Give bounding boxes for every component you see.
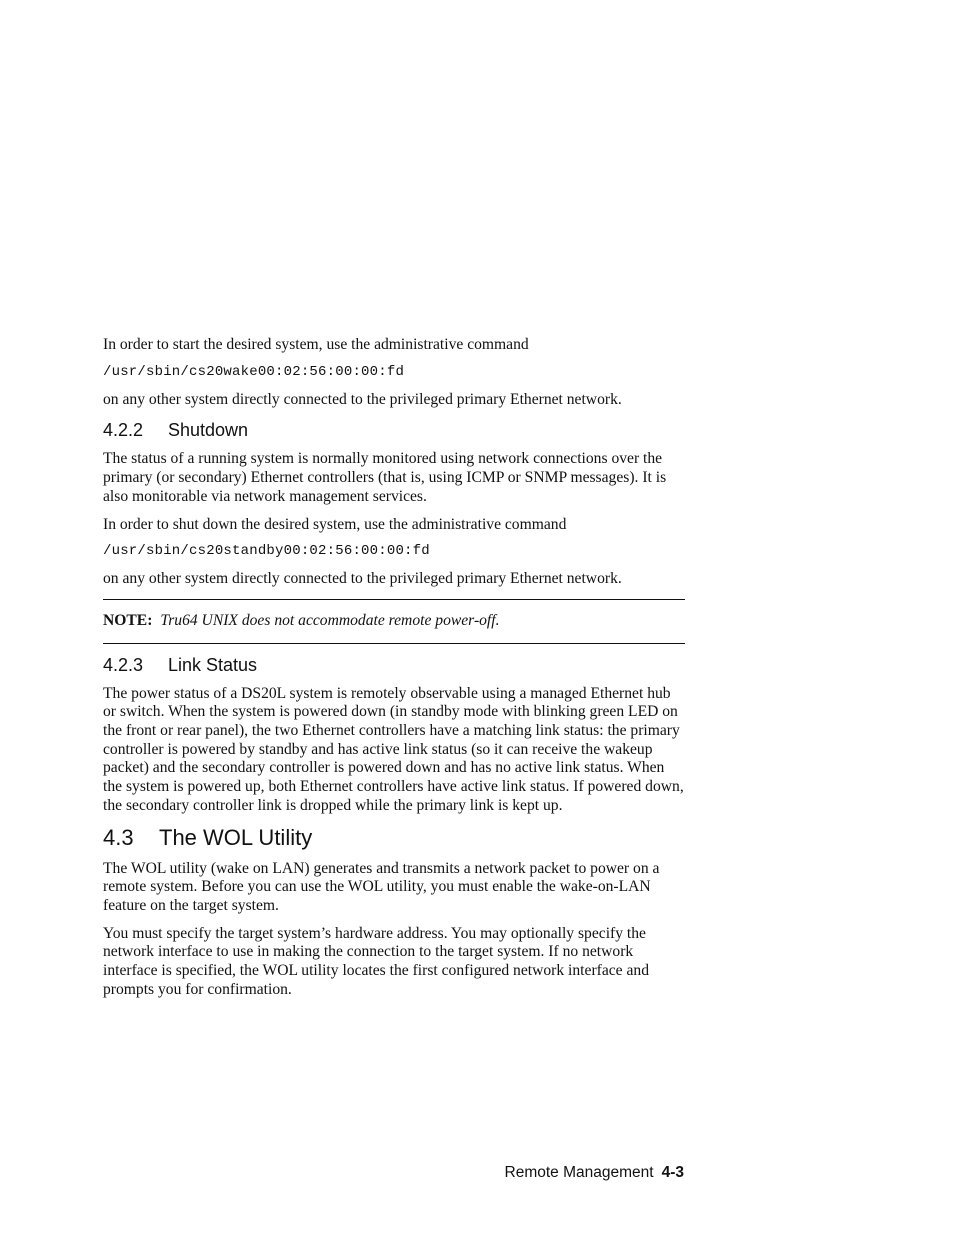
note (103, 612, 685, 631)
note-top-rule (103, 599, 685, 600)
start-command: /usr/sbin/cs20wake00:02:56:00:00:fd (103, 363, 405, 380)
link-status-paragraph: The power status of a DS20L system is remotely observable using a managed Ethernet hub or switch. When the system is powered down (in standby mode with blinking green LED on the front or rear panel), the two Ethernet controllers have a matching link status: the primary controller is powered by standby and has active link status (so it can receive the wakeup packet) and the secondary controller is powered down and has no active link status. When the system is powered up, both Ethernet controllers have active link status. If powered down, the secondary controller link is dropped while the primary link is kept up. (103, 684, 684, 814)
heading-link-status-title: Link Status (168, 654, 258, 675)
shutdown-command: /usr/sbin/cs20standby00:02:56:00:00:fd (103, 543, 430, 560)
shutdown-paragraph-2: In order to shut down the desired system, use the administrative command (103, 515, 567, 533)
footer-chapter: Remote Management (504, 1164, 654, 1181)
heading-wol-utility-title: The WOL Utility (159, 824, 313, 850)
start-command-intro: In order to start the desired system, use the administrative command (103, 336, 529, 353)
wol-paragraph-1: The WOL utility (wake on LAN) generates and transmits a network packet to power on a remote system. Before you can use the WOL utility, you must enable the wake-on-LAN feature on the target system. (103, 859, 660, 914)
shutdown-command-after: on any other system directly connected to the privileged primary Ethernet network. (103, 570, 622, 588)
page-footer (505, 1164, 684, 1182)
note-bottom-rule (103, 643, 685, 644)
start-command-after: on any other system directly connected to the privileged primary Ethernet network. (103, 390, 622, 408)
heading-wol-utility-number: 4.3 (103, 824, 134, 850)
heading-shutdown-title: Shutdown (168, 420, 249, 441)
footer-page-number: 4-3 (661, 1164, 684, 1181)
page-body (103, 334, 685, 999)
heading-shutdown-number: 4.2.2 (103, 420, 144, 441)
heading-wol-utility (103, 825, 685, 851)
wol-paragraph-2: You must specify the target system’s hardware address. You may optionally specify the network interface to use in making the connection to the target system. If no network interface is specified, the WOL utility locates the first configured network interface and prompts you for confirmation. (103, 924, 650, 998)
heading-link-status (103, 654, 685, 676)
shutdown-paragraph-1: The status of a running system is normally monitored using network connections over the primary (or secondary) Ethernet controllers (that is, using ICMP or SNMP messages). It is also monitorable via network management services. (103, 450, 667, 505)
note-label: NOTE: (103, 611, 153, 629)
heading-link-status-number: 4.2.3 (103, 654, 144, 675)
heading-shutdown (103, 419, 685, 441)
note-text: Tru64 UNIX does not accommodate remote power-off. (160, 611, 500, 629)
